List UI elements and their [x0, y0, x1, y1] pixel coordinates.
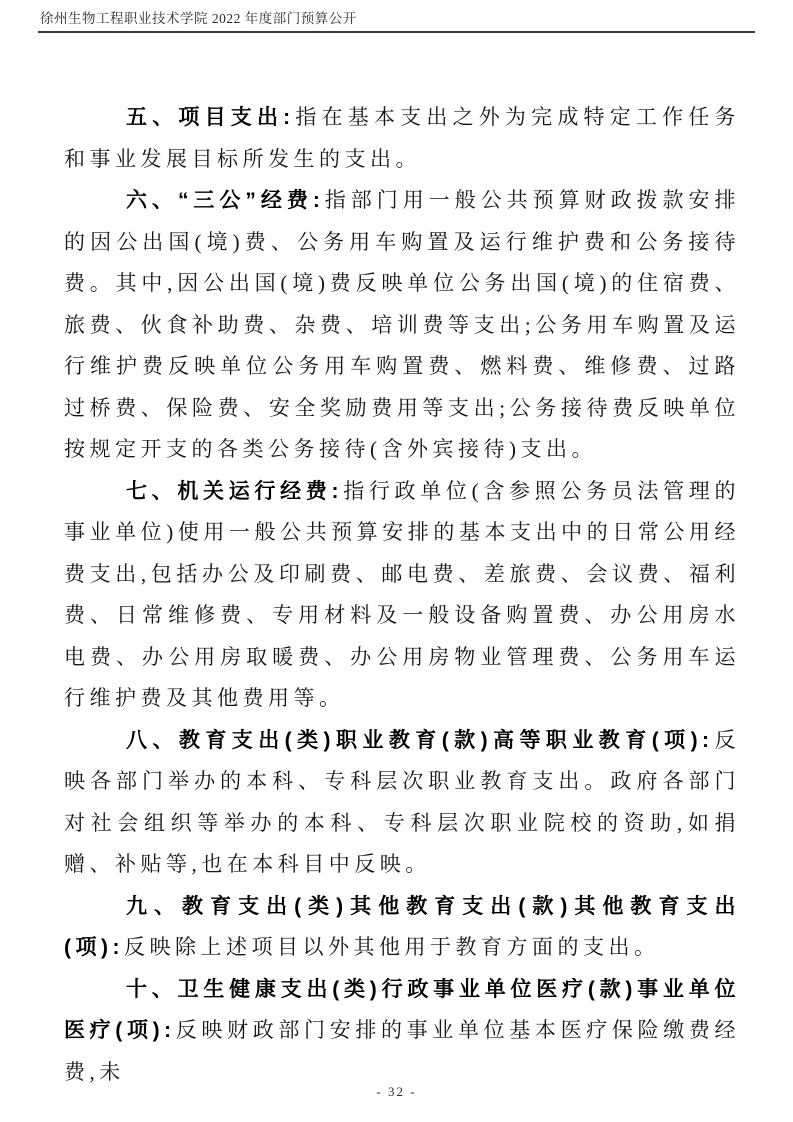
paragraph-item-8: [64, 720, 740, 886]
page-number: - 32 -: [376, 1084, 417, 1099]
paragraph-text: 指在基本支出之外为完成特定工作任务和事业发展目标所发生的支出。: [64, 105, 740, 171]
paragraph-lead: 七、机关运行经费:: [126, 479, 343, 503]
paragraph-item-6: [64, 180, 740, 471]
paragraph-lead: 五、项目支出:: [126, 106, 295, 129]
paragraph-item-9: [64, 886, 740, 969]
page-header: [38, 10, 755, 33]
paragraph-item-7: [64, 471, 740, 720]
paragraph-lead: 九、教育支出(类)其他教育支出(款)其他教育支出(项):: [64, 894, 740, 959]
document-body: [64, 97, 740, 1093]
paragraph-text: 反映除上述项目以外其他用于教育方面的支出。: [123, 935, 660, 959]
paragraph-lead: 八、教育支出(类)职业教育(款)高等职业教育(项):: [126, 728, 714, 752]
paragraph-lead: 十、卫生健康支出(类)行政事业单位医疗(款)事业单位医疗(项):: [64, 977, 740, 1042]
paragraph-item-10: [64, 969, 740, 1094]
header-rule-divider: [38, 31, 755, 33]
paragraph-text: 指部门用一般公共预算财政拨款安排的因公出国(境)费、公务用车购置及运行维护费和公务接待费。其中,因公出国(境)费反映单位公务出国(境)的住宿费、旅费、伙食补助费、杂费、培训费等支出;公务用车购置及运行维护费反映单位公务用车购置费、燃料费、维修费、过路过桥费、保险费、安全奖励费用等支出;公务接待费反映单位按规定开支的各类公务接待(含外宾接待)支出。: [64, 188, 740, 461]
paragraph-item-5: [64, 97, 740, 180]
paragraph-lead: 六、“三公”经费:: [126, 189, 325, 212]
header-title: 徐州生物工程职业技术学院 2022 年度部门预算公开: [40, 11, 357, 26]
paragraph-text: 反映财政部门安排的事业单位基本医疗保险缴费经费,未: [64, 1018, 741, 1084]
paragraph-text: 指行政单位(含参照公务员法管理的事业单位)使用一般公共预算安排的基本支出中的日常公用经费支出,包括办公及印刷费、邮电费、差旅费、会议费、福利费、日常维修费、专用材料及一般设备购置费、办公用房水电费、办公用房取暖费、办公用房物业管理费、公务用车运行维护费及其他费用等。: [64, 478, 740, 710]
page-footer: [0, 1084, 793, 1100]
paragraph-text: 反映各部门举办的本科、专科层次职业教育支出。政府各部门对社会组织等举办的本科、专科层次职业院校的资助,如捐赠、补贴等,也在本科目中反映。: [64, 727, 741, 876]
